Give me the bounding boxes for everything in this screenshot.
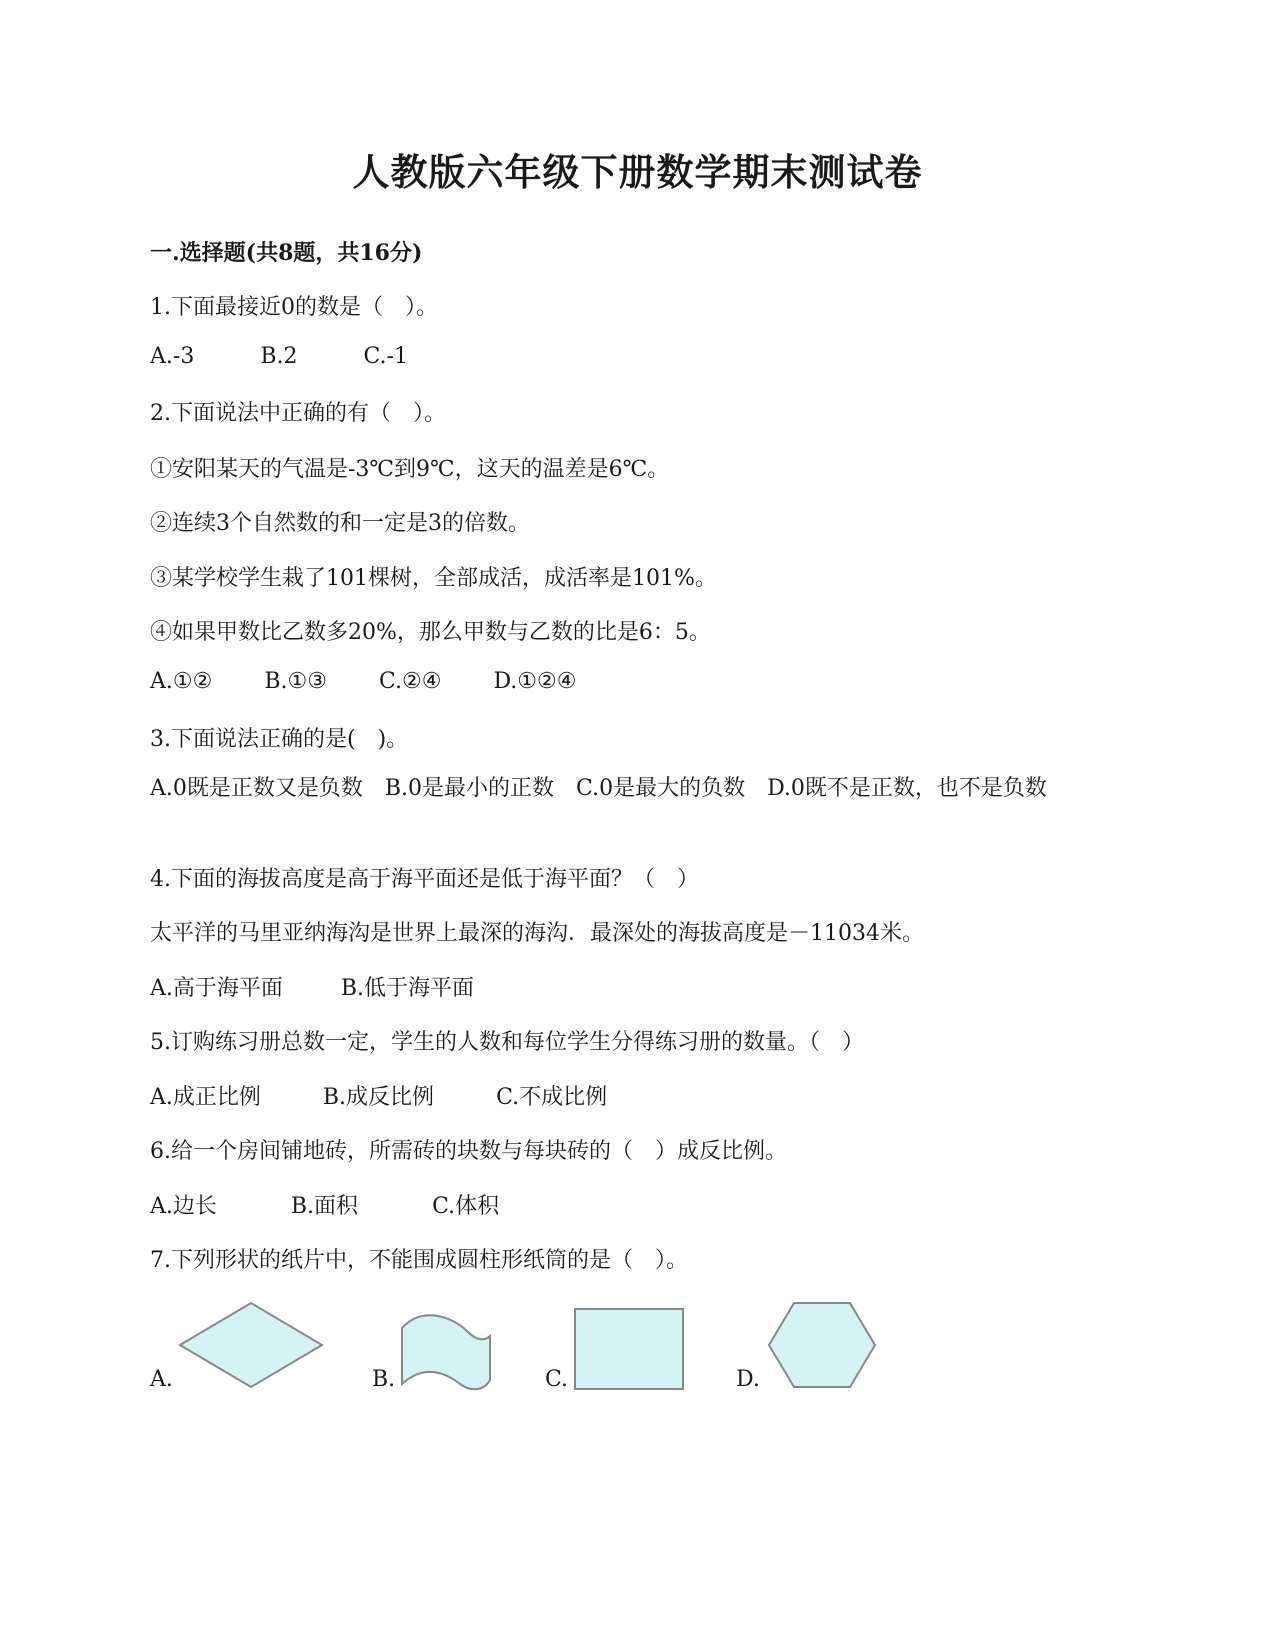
option-a[interactable]: A.高于海平面 bbox=[150, 976, 283, 1001]
question-6-stem: 6.给一个房间铺地砖，所需砖的块数与每块砖的（ ）成反比例。 bbox=[150, 1139, 787, 1164]
option-b[interactable]: B.成反比例 bbox=[322, 1085, 435, 1110]
option-a-label[interactable]: A. bbox=[150, 1367, 173, 1392]
statement-3: ③某学校学生栽了101棵树，全部成活，成活率是101%。 bbox=[150, 566, 717, 591]
hexagon-shape[interactable] bbox=[766, 1300, 878, 1390]
option-d-label[interactable]: D. bbox=[736, 1367, 760, 1392]
question-2-options bbox=[150, 669, 576, 694]
question-1-options bbox=[150, 344, 408, 369]
question-3-stem: 3.下面说法正确的是( )。 bbox=[150, 727, 409, 752]
question-4-context: 太平洋的马里亚纳海沟是世界上最深的海沟．最深处的海拔高度是－11034米。 bbox=[150, 921, 924, 946]
question-1-stem: 1.下面最接近0的数是（ ）。 bbox=[150, 295, 438, 320]
option-a[interactable]: A.-3 bbox=[150, 344, 195, 369]
section-heading: 一.选择题(共8题，共16分) bbox=[150, 240, 423, 266]
option-b[interactable]: B.①③ bbox=[264, 669, 327, 694]
option-a[interactable]: A.成正比例 bbox=[150, 1085, 261, 1110]
option-b-label[interactable]: B. bbox=[372, 1367, 396, 1392]
question-2-stem: 2.下面说法中正确的有（ ）。 bbox=[150, 401, 446, 426]
option-a[interactable]: A.①② bbox=[150, 669, 213, 694]
statement-4: ④如果甲数比乙数多20%，那么甲数与乙数的比是6：5。 bbox=[150, 620, 711, 645]
page-title: 人教版六年级下册数学期末测试卷 bbox=[352, 150, 923, 194]
option-d[interactable]: D.①②④ bbox=[493, 669, 577, 694]
option-c[interactable]: C.②④ bbox=[378, 669, 442, 694]
option-c[interactable]: C.体积 bbox=[432, 1194, 500, 1219]
question-7-stem: 7.下列形状的纸片中，不能围成圆柱形纸筒的是（ ）。 bbox=[150, 1248, 688, 1273]
option-c[interactable]: C.-1 bbox=[363, 344, 408, 369]
question-5-stem: 5.订购练习册总数一定，学生的人数和每位学生分得练习册的数量。（ ） bbox=[150, 1030, 864, 1055]
wavy-rectangle-shape[interactable] bbox=[398, 1310, 494, 1398]
question-4-options bbox=[150, 971, 474, 1002]
question-6-options bbox=[150, 1189, 499, 1220]
question-3-options[interactable]: A.0既是正数又是负数 B.0是最小的正数 C.0是最大的负数 D.0既不是正数，也不是负数 bbox=[150, 776, 1047, 801]
option-b[interactable]: B.低于海平面 bbox=[340, 976, 475, 1001]
question-5-options bbox=[150, 1080, 607, 1111]
option-b[interactable]: B.2 bbox=[260, 344, 298, 369]
statement-1: ①安阳某天的气温是-3℃到9℃，这天的温差是6℃。 bbox=[150, 457, 670, 482]
option-c[interactable]: C.不成比例 bbox=[496, 1085, 608, 1110]
statement-2: ②连续3个自然数的和一定是3的倍数。 bbox=[150, 511, 530, 536]
option-a[interactable]: A.边长 bbox=[150, 1194, 217, 1219]
option-c-label[interactable]: C. bbox=[545, 1367, 569, 1392]
rhombus-shape[interactable] bbox=[176, 1300, 326, 1390]
question-4-stem: 4.下面的海拔高度是高于海平面还是低于海平面？（ ） bbox=[150, 867, 699, 892]
rectangle-shape[interactable] bbox=[572, 1306, 686, 1392]
option-b[interactable]: B.面积 bbox=[290, 1194, 359, 1219]
